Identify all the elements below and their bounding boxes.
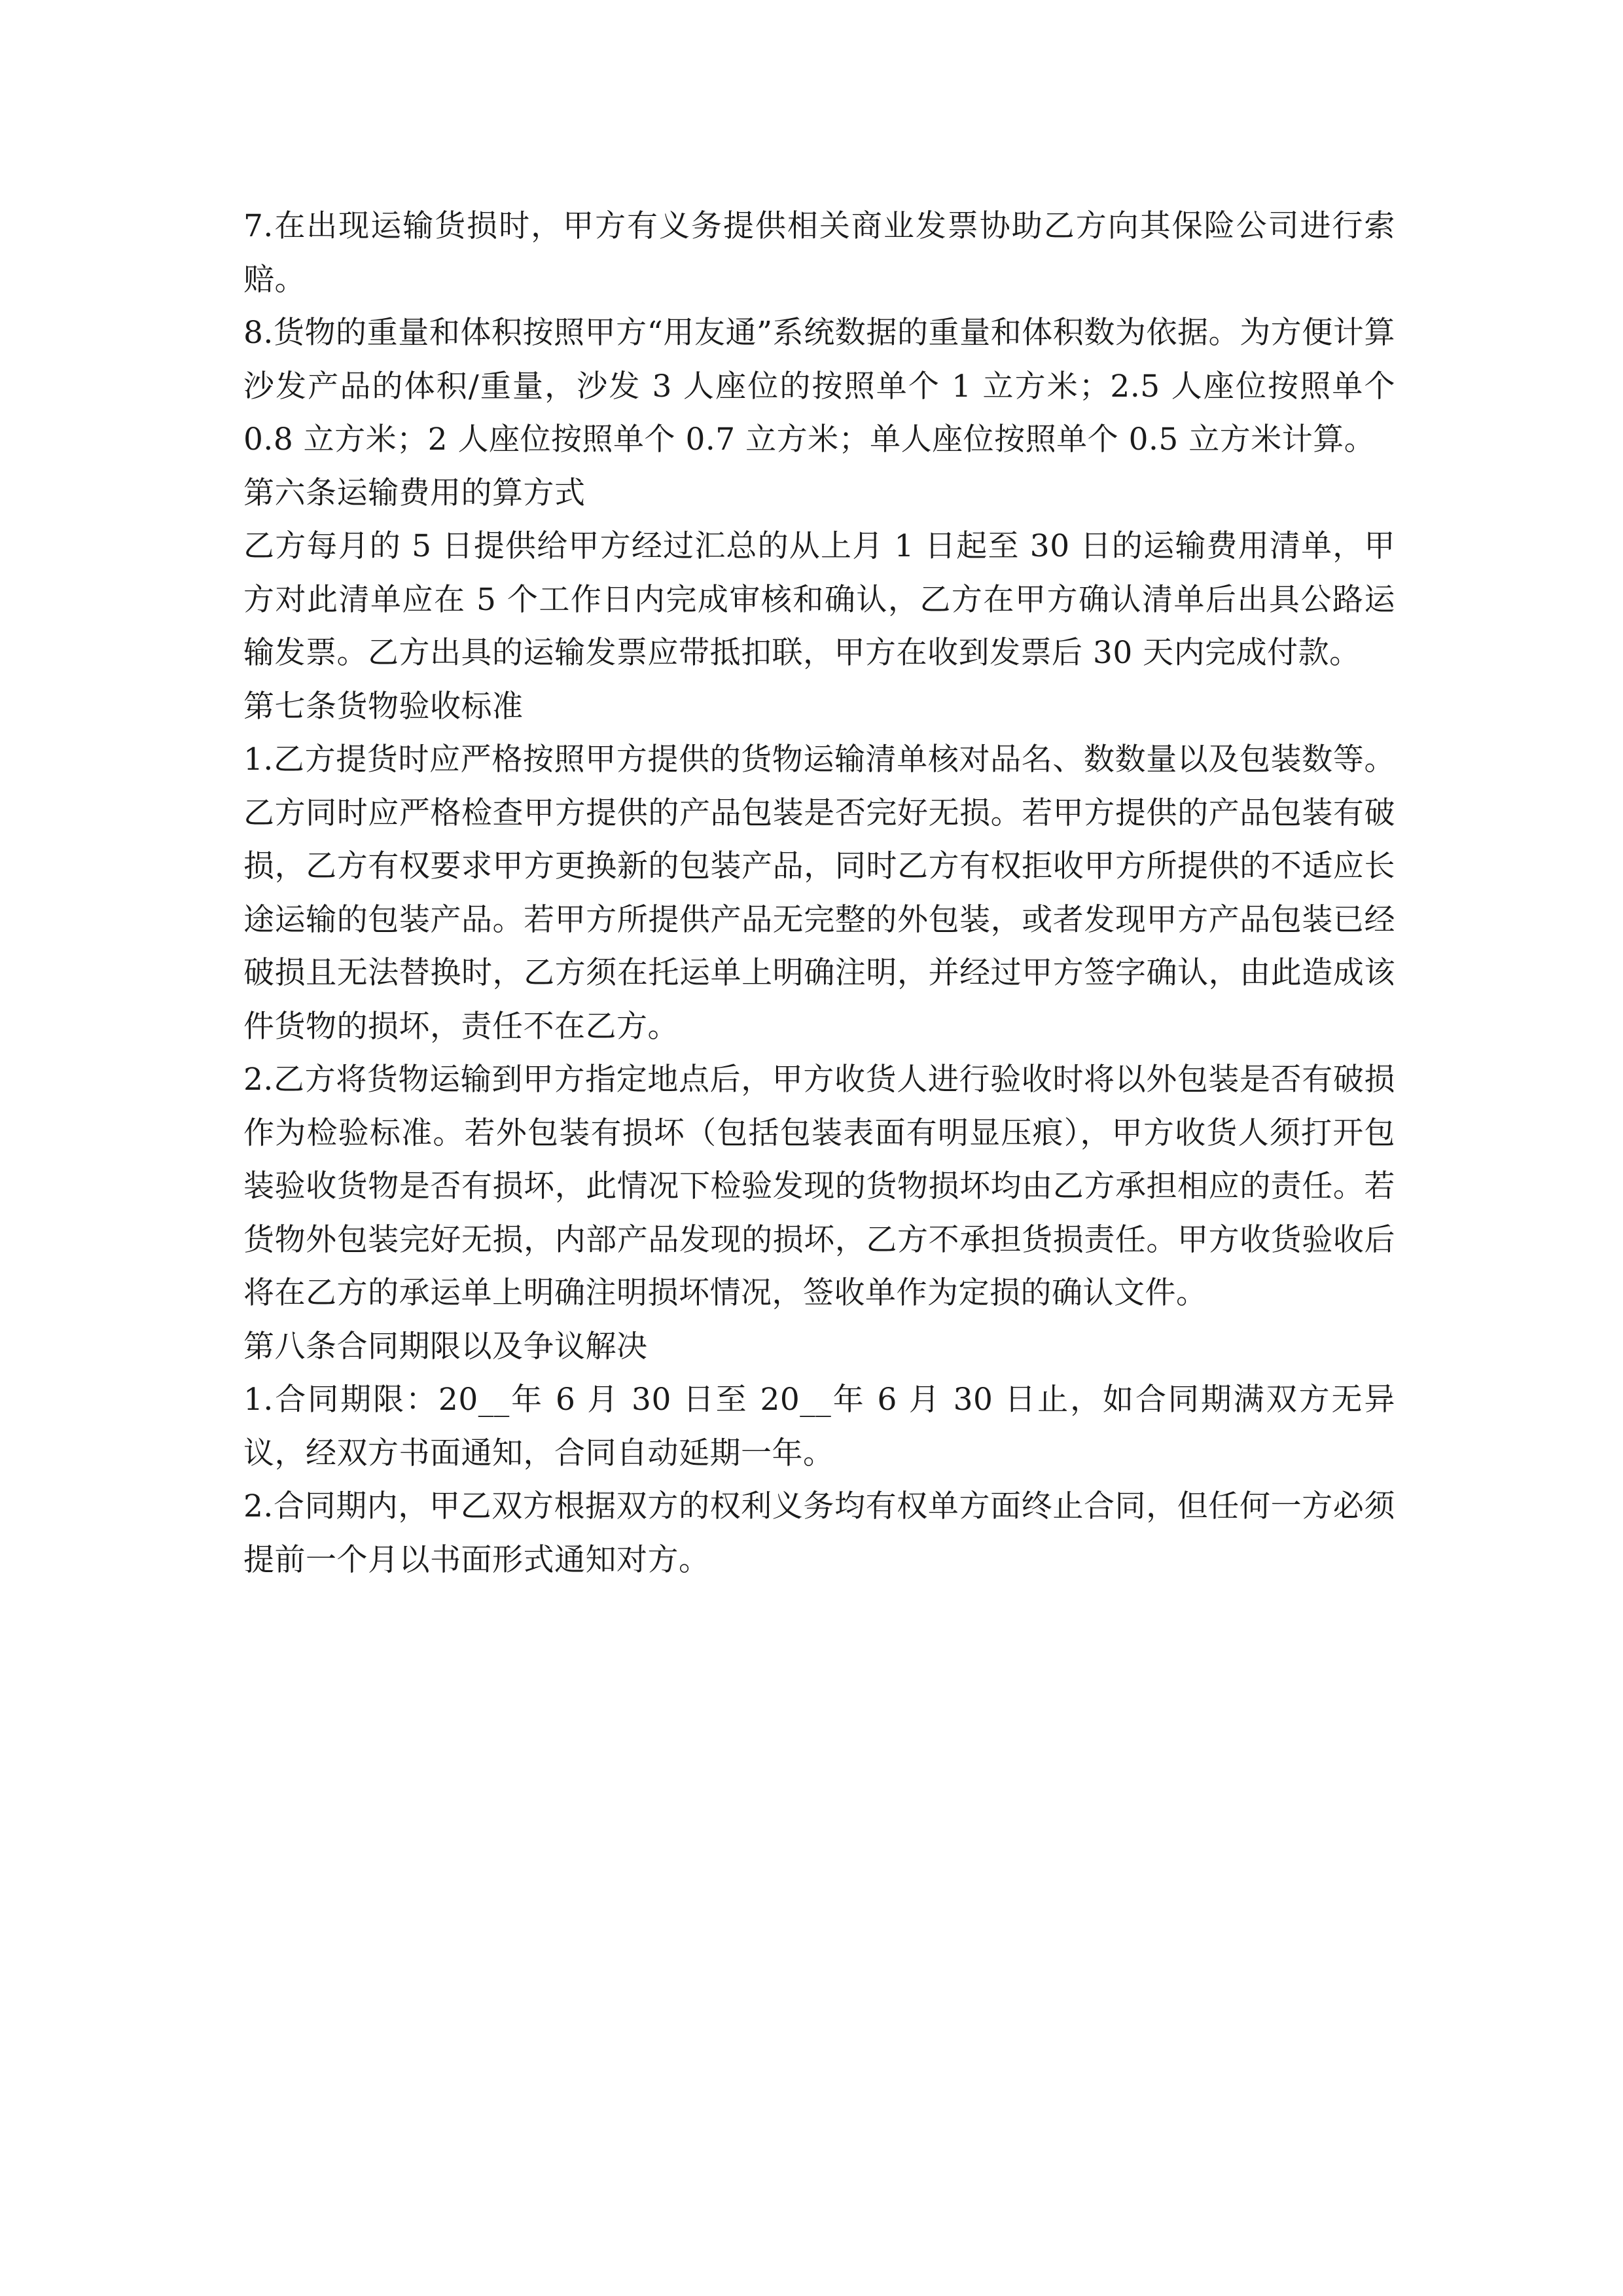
article-7-item-2: 2.乙方将货物运输到甲方指定地点后，甲方收货人进行验收时将以外包装是否有破损作为检验标准。若外包装有损坏（包括包装表面有明显压痕），甲方收货人须打开包装验收货物是否有损坏，此情况下检验发现的货物损坏均由乙方承担相应的责任。若货物外包装完好无损，内部产品发现的损坏，乙方不承担货损责任。甲方收货验收后将在乙方的承运单上明确注明损坏情况，签收单作为定损的确认文件。 xyxy=(243,1062,1395,1311)
article-6-heading: 第六条运输费用的算方式 xyxy=(243,475,586,511)
article-8-heading: 第八条合同期限以及争议解决 xyxy=(243,1328,648,1365)
article-8-item-1: 1.合同期限：20__年 6 月 30 日至 20__年 6 月 30 日止，如合同期满双方无异议，经双方书面通知，合同自动延期一年。 xyxy=(243,1382,1395,1471)
article-6-body: 乙方每月的 5 日提供给甲方经过汇总的从上月 1 日起至 30 日的运输费用清单，甲方对此清单应在 5 个工作日内完成审核和确认，乙方在甲方确认清单后出具公路运输发票。乙方出具的运输发票应带抵扣联，甲方在收到发票后 30 天内完成付款。 xyxy=(243,528,1395,671)
clause-5-item-8: 8.货物的重量和体积按照甲方“用友通”系统数据的重量和体积数为依据。为方便计算沙发产品的体积/重量，沙发 3 人座位的按照单个 1 立方米；2.5 人座位按照单个 0.8 立方米；2 人座位按照单个 0.7 立方米；单人座位按照单个 0.5 立方米计算。 xyxy=(243,315,1395,457)
document-body xyxy=(243,200,1395,1587)
article-8-item-2: 2.合同期内，甲乙双方根据双方的权利义务均有权单方面终止合同，但任何一方必须提前一个月以书面形式通知对方。 xyxy=(243,1488,1395,1578)
article-7-heading: 第七条货物验收标准 xyxy=(243,688,524,725)
clause-5-item-7: 7.在出现运输货损时，甲方有义务提供相关商业发票协助乙方向其保险公司进行索赔。 xyxy=(243,208,1395,298)
article-7-item-1: 1.乙方提货时应严格按照甲方提供的货物运输清单核对品名、数数量以及包装数等。乙方同时应严格检查甲方提供的产品包装是否完好无损。若甲方提供的产品包装有破损，乙方有权要求甲方更换新的包装产品，同时乙方有权拒收甲方所提供的不适应长途运输的包装产品。若甲方所提供产品无完整的外包装，或者发现甲方产品包装已经破损且无法替换时，乙方须在托运单上明确注明，并经过甲方签字确认，由此造成该件货物的损坏，责任不在乙方。 xyxy=(243,742,1395,1045)
